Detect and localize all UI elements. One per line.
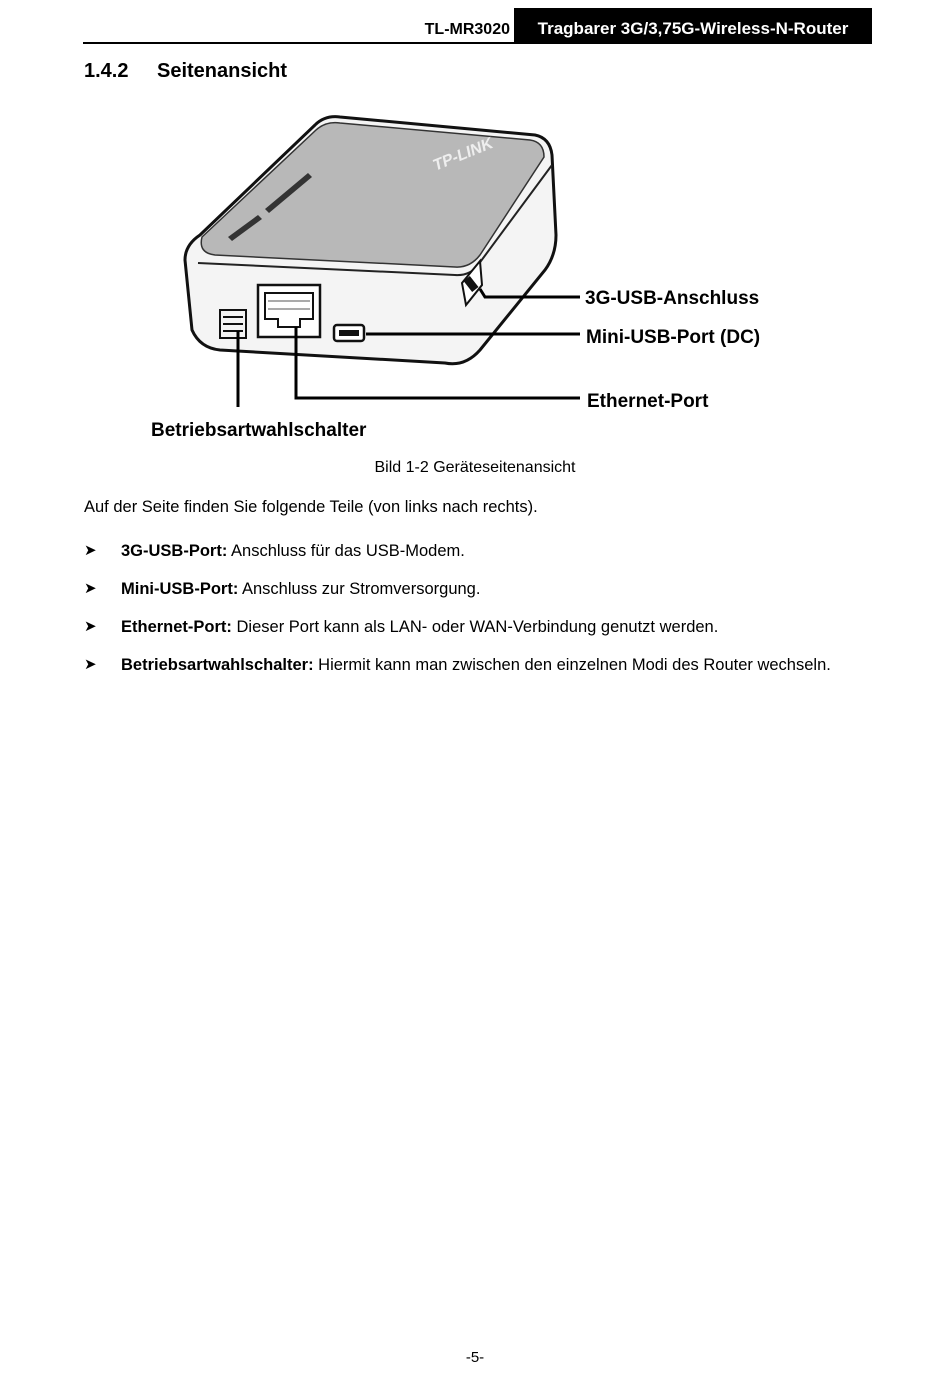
section-heading	[84, 60, 287, 83]
arrow-bullet-icon: ➤	[84, 542, 97, 559]
section-title: Seitenansicht	[157, 60, 288, 82]
header-model: TL-MR3020	[424, 21, 510, 38]
list-item-text: Hiermit kann man zwischen den einzelnen Modi des Router wechseln.	[313, 656, 831, 674]
list-item-term: 3G-USB-Port:	[121, 542, 228, 560]
list-item	[84, 574, 849, 604]
callout-usb: 3G-USB-Anschluss	[585, 288, 760, 309]
callout-mini-usb: Mini-USB-Port (DC)	[586, 327, 761, 348]
list-item-term: Betriebsartwahlschalter:	[121, 656, 314, 674]
arrow-bullet-icon: ➤	[84, 656, 97, 673]
list-item	[84, 650, 849, 680]
router-illustration	[185, 117, 556, 364]
device-logo: TP-LINK	[431, 133, 495, 176]
parts-list	[84, 536, 849, 688]
arrow-bullet-icon: ➤	[84, 618, 97, 635]
list-item-text: Dieser Port kann als LAN- oder WAN-Verbindung genutzt werden.	[231, 618, 719, 636]
callout-ethernet: Ethernet-Port	[587, 391, 709, 412]
section-number: 1.4.2	[84, 60, 129, 82]
page-header	[83, 8, 872, 44]
list-item	[84, 536, 849, 566]
header-product: Tragbarer 3G/3,75G-Wireless-N-Router	[514, 8, 872, 42]
list-item-term: Mini-USB-Port:	[121, 580, 239, 598]
arrow-bullet-icon: ➤	[84, 580, 97, 597]
list-item-text: Anschluss zur Stromversorgung.	[238, 580, 481, 598]
list-item-term: Ethernet-Port:	[121, 618, 232, 636]
figure-caption: Bild 1-2 Geräteseitenansicht	[374, 459, 576, 476]
callout-switch: Betriebsartwahlschalter	[151, 420, 367, 441]
router-side-view-figure	[140, 105, 800, 450]
list-item-text: Anschluss für das USB-Modem.	[227, 542, 465, 560]
list-item	[84, 612, 849, 642]
page-number: -5-	[465, 1349, 485, 1366]
intro-paragraph: Auf der Seite finden Sie folgende Teile (von links nach rechts).	[84, 498, 538, 516]
